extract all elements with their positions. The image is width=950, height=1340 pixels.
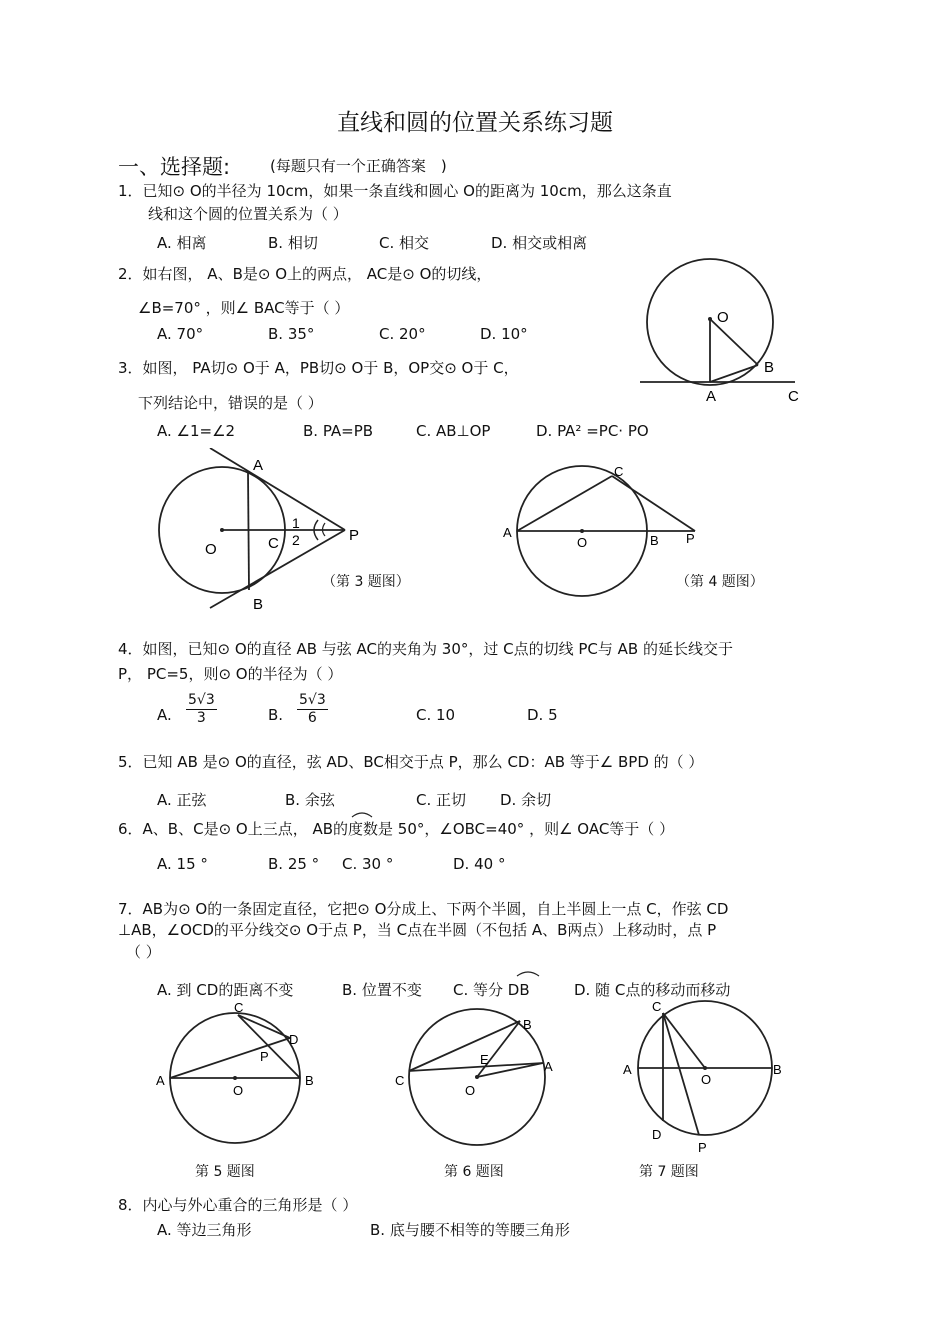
q5-line1: 5．已知 AB 是⊙ O的直径，弦 AD、BC相交于点 P，那么 CD：AB 等于∠ BPD 的（ ） xyxy=(118,753,704,771)
q1-option-c: C. 相交 xyxy=(379,234,430,252)
figure-q5 xyxy=(150,998,325,1148)
fig5-label-a: A xyxy=(156,1073,165,1088)
fig7-label-c: C xyxy=(652,999,662,1014)
q3-line1: 3．如图， PA切⊙ O于 A，PB切⊙ O于 B，OP交⊙ O于 C， xyxy=(118,359,519,377)
fig3-angle-1: 1 xyxy=(292,515,300,531)
q7-line2: ⊥AB，∠OCD的平分线交⊙ O于点 P，当 C点在半圆（不包括 A、B两点）上移动时，点 P xyxy=(118,921,717,939)
q7-line1: 7．AB为⊙ O的一条固定直径，它把⊙ O分成上、下两个半圆，自上半圆上一点 C，作弦 CD xyxy=(118,900,729,918)
q1-line2: 线和这个圆的位置关系为（ ） xyxy=(148,205,348,223)
q5-option-a: A. 正弦 xyxy=(157,791,207,809)
q8-option-a: A. 等边三角形 xyxy=(157,1221,252,1239)
q4-option-b-label: B. xyxy=(268,706,284,724)
fig4-label-o: O xyxy=(577,535,588,550)
q2-option-d: D. 10° xyxy=(480,325,528,343)
fig7-label-a: A xyxy=(623,1062,632,1077)
q8-option-b: B. 底与腰不相等的等腰三角形 xyxy=(370,1221,570,1239)
figure-q3 xyxy=(150,448,380,618)
fig5-label-o: O xyxy=(233,1083,244,1098)
q4-line1: 4．如图，已知⊙ O的直径 AB 与弦 AC的夹角为 30°，过 C点的切线 PC与 AB 的延长线交于 xyxy=(118,640,733,658)
figure-q4 xyxy=(500,462,705,612)
q6-option-a: A. 15 ° xyxy=(157,855,208,873)
q3-line2: 下列结论中，错误的是（ ） xyxy=(138,394,323,412)
q5-option-b: B. 余弦 xyxy=(285,791,335,809)
fig6-label-b: B xyxy=(523,1017,532,1032)
fig3-label-b: B xyxy=(253,596,264,613)
fig6-label-c: C xyxy=(395,1073,405,1088)
q4-option-d: D. 5 xyxy=(527,706,558,724)
fig4-label-b: B xyxy=(650,533,659,548)
q3-option-a: A. ∠1=∠2 xyxy=(157,422,236,440)
caption-fig6: 第 6 题图 xyxy=(444,1164,504,1180)
fig5-label-d: D xyxy=(289,1032,299,1047)
q2-line1: 2．如右图， A、B是⊙ O上的两点， AC是⊙ O的切线， xyxy=(118,265,492,283)
fig4-label-c: C xyxy=(614,464,624,479)
q7-option-b: B. 位置不变 xyxy=(342,981,422,999)
q4-option-a-numerator: 5√3 xyxy=(188,692,215,708)
q7-option-c: C. 等分 DB xyxy=(453,981,530,999)
fig5-label-b: B xyxy=(305,1073,314,1088)
q4-option-b-fraction xyxy=(297,692,328,727)
fig2-label-b: B xyxy=(764,359,775,376)
caption-fig4: （第 4 题图） xyxy=(676,574,764,590)
figure-q7 xyxy=(615,998,790,1158)
q8-line1: 8．内心与外心重合的三角形是（ ） xyxy=(118,1196,358,1214)
page-title: 直线和圆的位置关系练习题 xyxy=(337,110,613,136)
fig5-label-p: P xyxy=(260,1049,269,1064)
fig3-label-p: P xyxy=(349,527,360,544)
fig3-label-o: O xyxy=(205,541,217,558)
q2-line2: ∠B=70° ，则∠ BAC等于（ ） xyxy=(138,299,350,317)
arc-mark-db xyxy=(515,969,541,977)
q4-option-a-denominator: 3 xyxy=(196,710,206,726)
fig2-label-o: O xyxy=(717,309,729,326)
q4-option-a-label: A. xyxy=(157,706,172,724)
q2-option-a: A. 70° xyxy=(157,325,204,343)
q4-line2: P， PC=5，则⊙ O的半径为（ ） xyxy=(118,665,343,683)
fig6-label-e: E xyxy=(480,1052,489,1067)
q1-line1: 1．已知⊙ O的半径为 10cm，如果一条直线和圆心 O的距离为 10cm，那么这条直 xyxy=(118,182,672,200)
q1-option-a: A. 相离 xyxy=(157,234,207,252)
fig4-label-a: A xyxy=(503,525,512,540)
q3-option-d: D. PA² =PC· PO xyxy=(536,422,649,440)
fig2-label-a: A xyxy=(706,388,717,405)
q7-line3: （ ） xyxy=(126,943,161,961)
q6-option-b: B. 25 ° xyxy=(268,855,320,873)
fig6-label-a: A xyxy=(544,1059,553,1074)
figure-q2 xyxy=(640,250,820,410)
q3-option-c: C. AB⊥OP xyxy=(416,422,491,440)
fig5-label-c: C xyxy=(234,1000,244,1015)
fig7-label-b: B xyxy=(773,1062,782,1077)
q4-option-b-denominator: 6 xyxy=(307,710,317,726)
caption-fig7: 第 7 题图 xyxy=(639,1164,699,1180)
q1-option-b: B. 相切 xyxy=(268,234,318,252)
fig3-angle-2: 2 xyxy=(292,532,300,548)
figure-q6 xyxy=(390,1005,560,1155)
q4-option-c: C. 10 xyxy=(416,706,456,724)
fig7-label-d: D xyxy=(652,1127,662,1142)
fig3-label-c: C xyxy=(268,535,279,552)
q6-option-d: D. 40 ° xyxy=(453,855,506,873)
q5-option-d: D. 余切 xyxy=(500,791,552,809)
q6-option-c: C. 30 ° xyxy=(342,855,394,873)
q4-option-a-fraction xyxy=(186,692,217,727)
fig7-label-o: O xyxy=(701,1072,712,1087)
fig6-label-o: O xyxy=(465,1083,476,1098)
fig3-label-a: A xyxy=(253,457,264,474)
q6-line1: 6．A、B、C是⊙ O上三点， AB的度数是 50°，∠OBC=40° ，则∠ OAC等于（ ） xyxy=(118,820,675,838)
caption-fig5: 第 5 题图 xyxy=(195,1164,255,1180)
section-note: (每题只有一个正确答案 ) xyxy=(270,157,447,175)
q2-option-b: B. 35° xyxy=(268,325,315,343)
q3-option-b: B. PA=PB xyxy=(303,422,374,440)
q1-option-d: D. 相交或相离 xyxy=(491,234,588,252)
fig4-label-p: P xyxy=(686,531,695,546)
q7-option-d: D. 随 C点的移动而移动 xyxy=(574,981,731,999)
q4-option-b-numerator: 5√3 xyxy=(299,692,326,708)
q5-option-c: C. 正切 xyxy=(416,791,467,809)
arc-mark-ab xyxy=(350,810,374,818)
q7-option-a: A. 到 CD的距离不变 xyxy=(157,981,294,999)
fig7-label-p: P xyxy=(698,1140,707,1155)
fig2-label-c: C xyxy=(788,388,799,405)
q2-option-c: C. 20° xyxy=(379,325,426,343)
section-heading: 一、选择题: xyxy=(118,155,231,179)
caption-fig3: （第 3 题图） xyxy=(322,574,410,590)
